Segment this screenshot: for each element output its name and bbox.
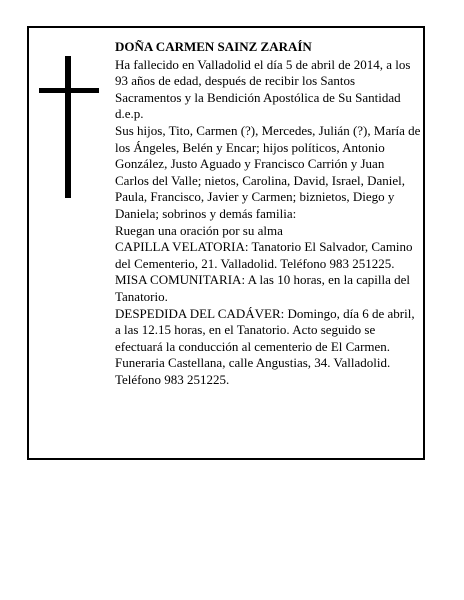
family-list: Sus hijos, Tito, Carmen (?), Mercedes, Julián (?), María de los Ángeles, Belén y Encar; hijos políticos, Antonio González, Justo Aguado y Francisco Carrión y Juan Carlos del Valle; nietos, Carolina, David, Israel, Daniel, Paula, Francisco, Javier y Carmen; biznietos, Diego y Daniela; sobrinos y demás familia: (115, 122, 421, 221)
obituary-notice (27, 26, 425, 460)
obituary-text (115, 39, 421, 388)
funeral-home-info: Funeraria Castellana, calle Angustias, 34. Valladolid. Teléfono 983 251225. (115, 355, 391, 387)
community-mass-info: MISA COMUNITARIA: A las 10 horas, en la capilla del Tanatorio. (115, 272, 411, 304)
cross-vertical-bar (65, 56, 71, 198)
wake-chapel-info: CAPILLA VELATORIA: Tanatorio El Salvador, Camino del Cementerio, 21. Valladolid. Teléfono 983 251225. (115, 239, 413, 271)
cross-icon (39, 56, 99, 198)
prayer-request: Ruegan una oración por su alma (115, 222, 283, 238)
farewell-info: DESPEDIDA DEL CADÁVER: Domingo, día 6 de abril, a las 12.15 horas, en el Tanatorio. Acto seguido se efectuará la conducción al cementerio de El Carmen. (115, 305, 415, 354)
deceased-name: DOÑA CARMEN SAINZ ZARAÍN (115, 39, 312, 54)
death-announcement: Ha fallecido en Valladolid el día 5 de abril de 2014, a los 93 años de edad, después de recibir los Santos Sacramentos y la Bendición Apostólica de Su Santidad (115, 56, 411, 105)
cross-horizontal-bar (39, 88, 99, 93)
rest-in-peace: d.e.p. (115, 106, 144, 122)
